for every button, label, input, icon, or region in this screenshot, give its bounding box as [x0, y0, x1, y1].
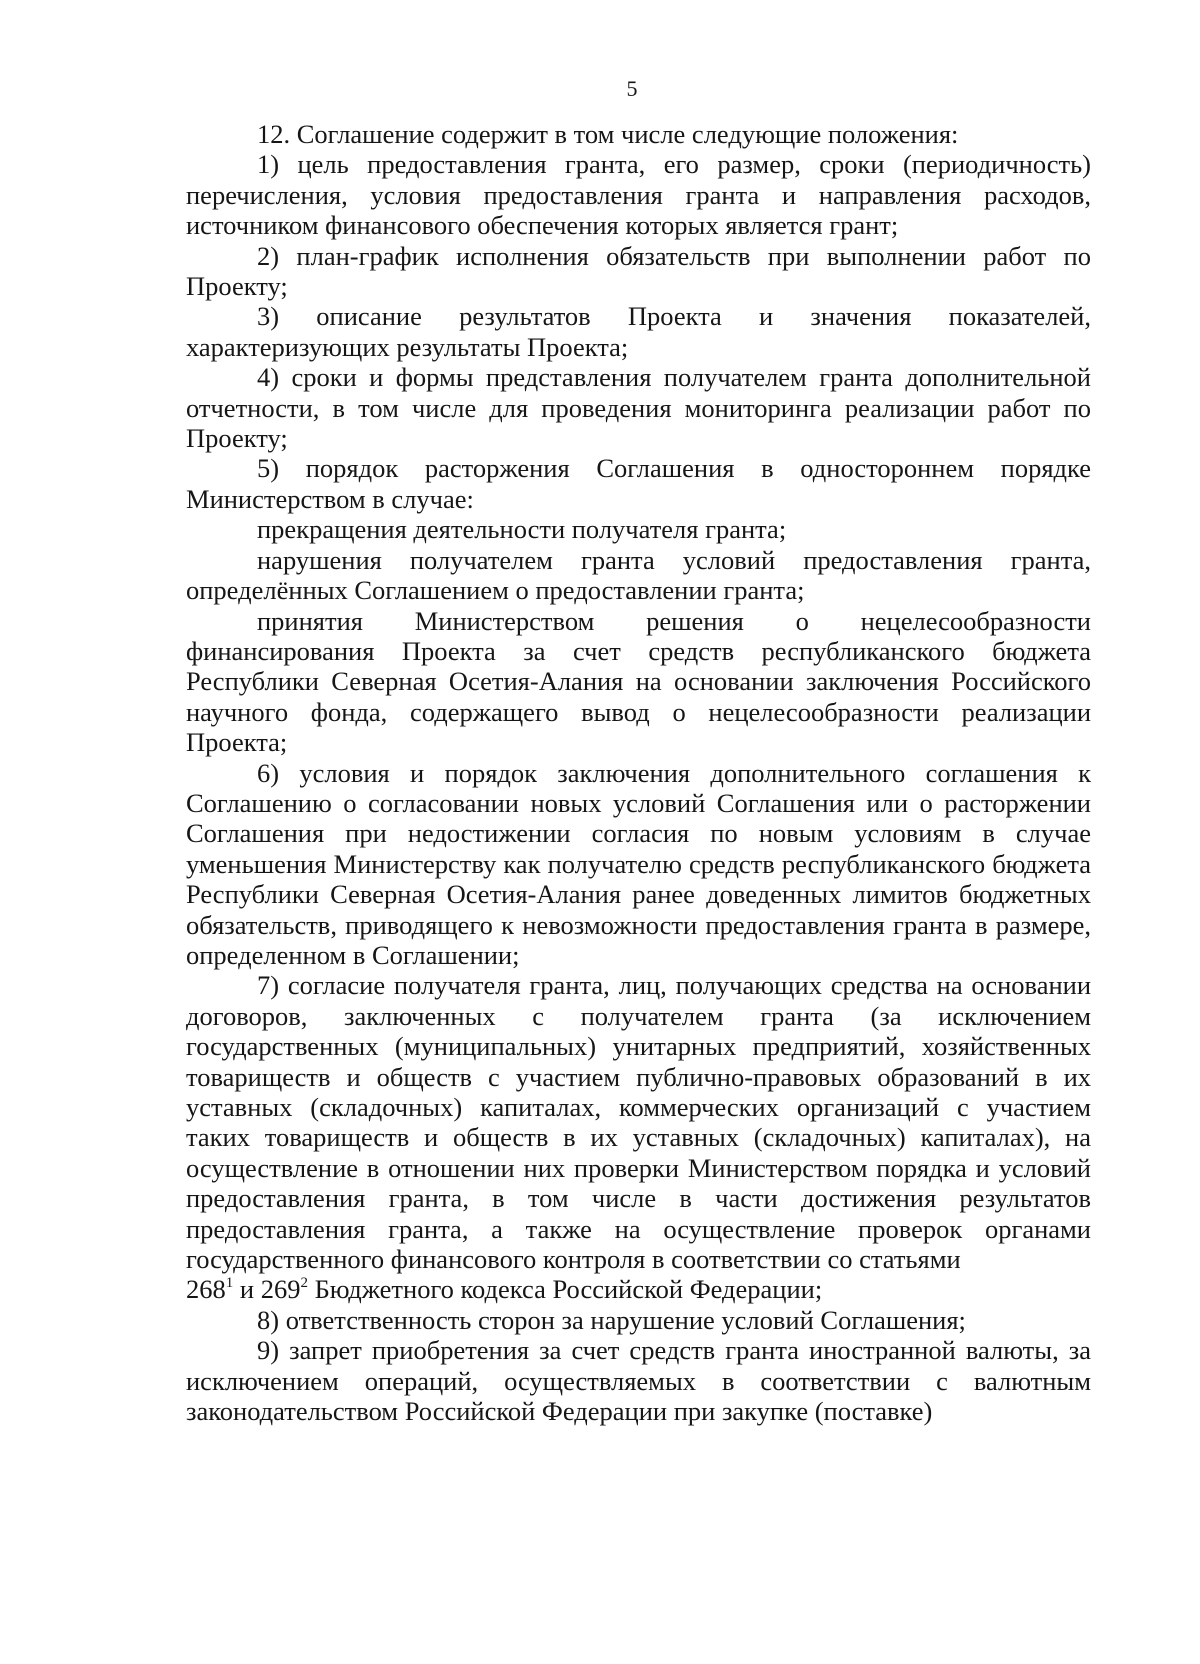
paragraph-item-6: 6) условия и порядок заключения дополнительного соглашения к Соглашению о согласовании новых условий Соглашения или о расторжении Соглашения при недостижении согласия по новым условиям в случае уменьшения Министерству как получателю средств республиканского бюджета Республики Северная Осетия-Алания ранее доведенных лимитов бюджетных обязательств, приводящего к невозможности предоставления гранта в размере, определенном в Соглашении; [186, 757, 1091, 970]
paragraph-item-5-case-2: нарушения получателем гранта условий предоставления гранта, определённых Соглашением о предоставлении гранта; [186, 544, 1091, 606]
article-269: 269 [260, 1274, 301, 1305]
paragraph-item-7 [186, 970, 1091, 1304]
paragraph-item-2: 2) план-график исполнения обязательств при выполнении работ по Проекту; [186, 240, 1091, 302]
paragraph-item-4: 4) сроки и формы представления получателем гранта дополнительной отчетности, в том числе для проведения мониторинга реализации работ по Проекту; [186, 362, 1091, 454]
article-269-sup: 2 [300, 1275, 308, 1292]
paragraph-item-3: 3) описание результатов Проекта и значения показателей, характеризующих результаты Проекта; [186, 301, 1091, 362]
paragraph-item-5: 5) порядок расторжения Соглашения в одностороннем порядке Министерством в случае: [186, 453, 1091, 514]
paragraph-item-5-case-1: прекращения деятельности получателя гранта; [257, 514, 787, 545]
paragraph-item-9: 9) запрет приобретения за счет средств гранта иностранной валюты, за исключением операций, осуществляемых в соответствии с валютным законодательством Российской Федерации при закупке (поставке) [186, 1335, 1091, 1427]
article-268-sup: 1 [225, 1275, 234, 1292]
page-number: 5 [626, 76, 638, 101]
paragraph-item-8: 8) ответственность сторон за нарушение условий Соглашения; [257, 1304, 966, 1335]
article-268: 268 [186, 1274, 226, 1305]
paragraph-item-7-tail: Бюджетного кодекса Российской Федерации; [314, 1274, 823, 1305]
document-body [186, 119, 1091, 1426]
article-conjunction: и [239, 1274, 255, 1305]
paragraph-12-intro: 12. Соглашение содержит в том числе следующие положения: [257, 119, 959, 149]
paragraph-item-7-text: 7) согласие получателя гранта, лиц, получающих средства на основании договоров, заключенных с получателем гранта (за исключением государственных (муниципальных) унитарных предприятий, хозяйственных товариществ и обществ с участием публично-правовых образований в их уставных (складочных) капиталах, коммерческих организаций с участием таких товариществ и обществ в их уставных (складочных) капиталах), на осуществление в отношении них проверки Министерством порядка и условий предоставления гранта, в том числе в части достижения результатов предоставления гранта, а также на осуществление проверок органами государственного финансового контроля в соответствии со статьями [186, 970, 1091, 1275]
paragraph-item-5-case-3: принятия Министерством решения о нецелесообразности финансирования Проекта за счет средств республиканского бюджета Республики Северная Осетия-Алания на основании заключения Российского научного фонда, содержащего вывод о нецелесообразности реализации Проекта; [186, 605, 1091, 758]
paragraph-item-1: 1) цель предоставления гранта, его размер, сроки (периодичность) перечисления, условия предоставления гранта и направления расходов, источником финансового обеспечения которых является грант; [186, 149, 1091, 241]
